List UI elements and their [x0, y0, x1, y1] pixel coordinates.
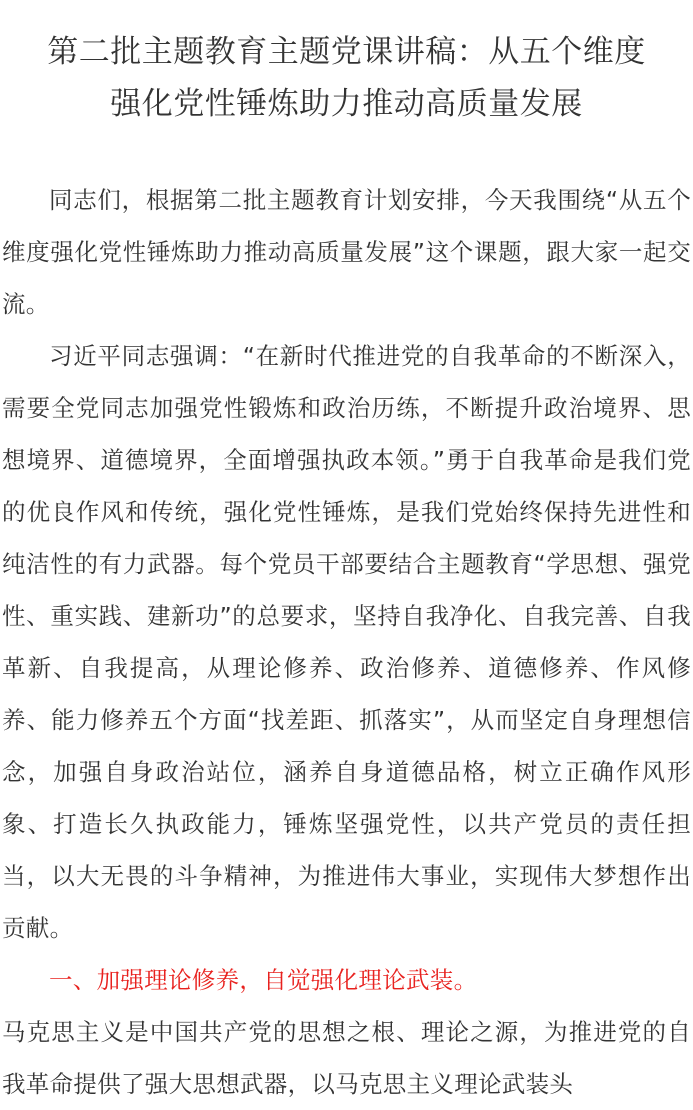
article-title — [0, 0, 693, 130]
section-heading-1: 一、加强理论修养，自觉强化理论武装。 — [49, 966, 478, 994]
article-body — [0, 174, 693, 1110]
article-title-line1: 第二批主题教育主题党课讲稿：从五个维度 — [47, 34, 646, 70]
paragraph-intro: 同志们，根据第二批主题教育计划安排，今天我围绕“从五个维度强化党性锤炼助力推动高质量发展”这个课题，跟大家一起交流。 — [2, 186, 691, 318]
section-1-text: 马克思主义是中国共产党的思想之根、理论之源，为推进党的自我革命提供了强大思想武器，以马克思主义理论武装头 — [2, 1018, 691, 1098]
article-title-line2: 强化党性锤炼助力推动高质量发展 — [110, 86, 583, 122]
paragraph-main: 习近平同志强调：“在新时代推进党的自我革命的不断深入，需要全党同志加强党性锻炼和政治历练，不断提升政治境界、思想境界、道德境界，全面增强执政本领。”勇于自我革命是我们党的优良作风和传统，强化党性锤炼，是我们党始终保持先进性和纯洁性的有力武器。每个党员干部要结合主题教育“学思想、强党性、重实践、建新功”的总要求，坚持自我净化、自我完善、自我革新、自我提高，从理论修养、政治修养、道德修养、作风修养、能力修养五个方面“找差距、抓落实”，从而坚定自身理想信念，加强自身政治站位，涵养自身道德品格，树立正确作风形象、打造长久执政能力，锤炼坚强党性，以共产党员的责任担当，以大无畏的斗争精神，为推进伟大事业，实现伟大梦想作出贡献。 — [2, 342, 691, 942]
